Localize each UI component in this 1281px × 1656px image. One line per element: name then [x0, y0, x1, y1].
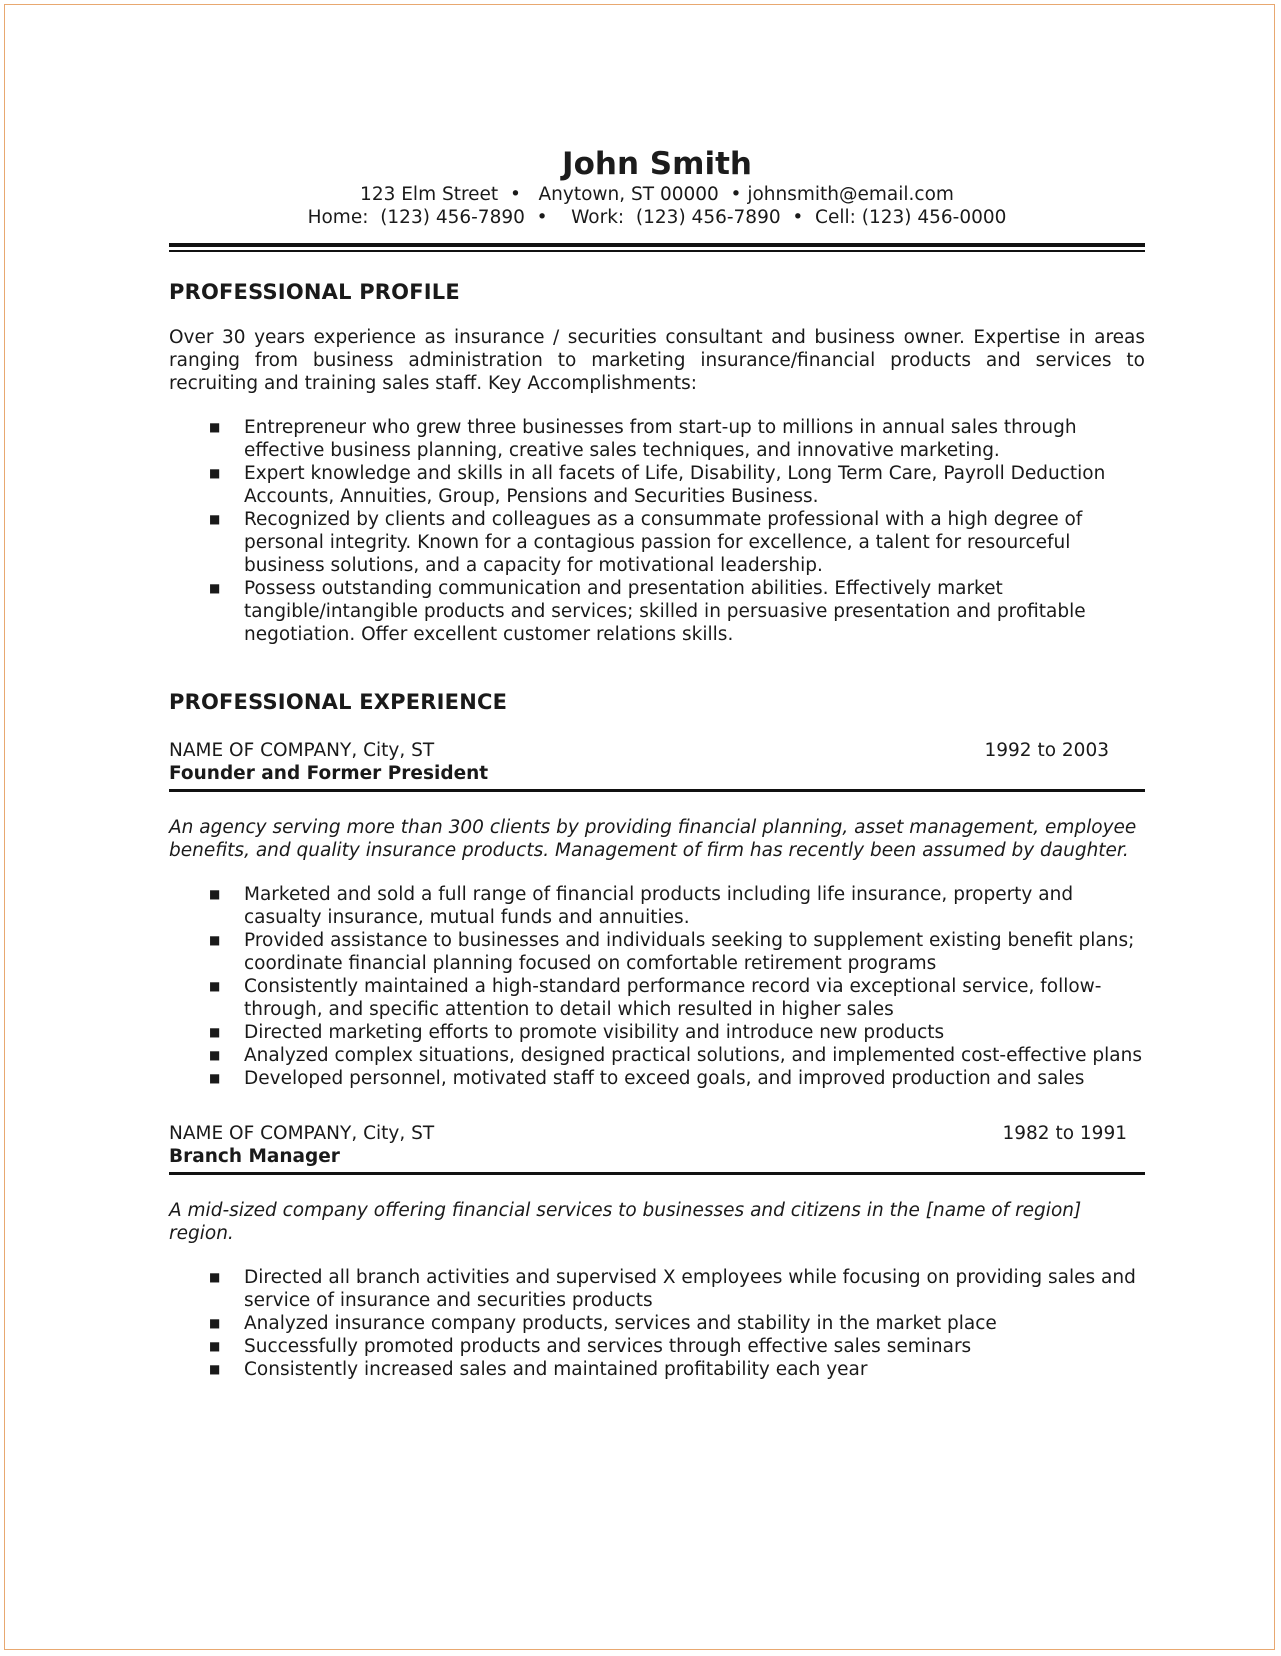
bullet-icon: ■ [209, 581, 221, 595]
bullet-icon: ■ [209, 979, 221, 993]
job-header [169, 739, 1145, 792]
experience-heading: PROFESSIONAL EXPERIENCE [169, 690, 508, 714]
list-item: ■ Consistently maintained a high-standard performance record via exceptional service, follow-through, and specific attention to detail which resulted in higher sales [209, 976, 1102, 1020]
profile-summary: Over 30 years experience as insurance / securities consultant and business owner. Expertise in areas ranging from business administration to marketing insurance/financial products and services to recruiting and training sales staff. Key Accomplishments: [169, 327, 1145, 394]
list-item: ■ Developed personnel, motivated staff to exceed goals, and improved production and sales [209, 1068, 1085, 1089]
resume-page [169, 145, 1145, 1381]
job-description: An agency serving more than 300 clients by providing financial planning, asset management, employee benefits, and quality insurance products. Management of firm has recently been assumed by daughter. [169, 817, 1137, 861]
bullet-icon: ■ [209, 1071, 221, 1085]
bullet-icon: ■ [209, 1270, 221, 1284]
phone-line: Home: (123) 456-7890 • Work: (123) 456-7890 • Cell: (123) 456-0000 [307, 207, 1007, 228]
list-item: ■ Possess outstanding communication and presentation abilities. Effectively market tangible/intangible products and services; skilled in persuasive presentation and profitable negotiation. Offer excellent customer relations skills. [209, 578, 1086, 645]
list-item: ■ Marketed and sold a full range of financial products including life insurance, property and casualty insurance, mutual funds and annuities. [209, 884, 1074, 928]
job-header [169, 1122, 1145, 1175]
job-duties-list [169, 883, 1145, 1090]
address-line: 123 Elm Street • Anytown, ST 00000 • johnsmith@email.com [360, 184, 954, 205]
list-item: ■ Successfully promoted products and services through effective sales seminars [209, 1336, 972, 1357]
list-item: ■ Entrepreneur who grew three businesses from start-up to millions in annual sales through effective business planning, creative sales techniques, and innovative marketing. [209, 417, 1077, 461]
list-item: ■ Directed marketing efforts to promote visibility and introduce new products [209, 1022, 945, 1043]
job-divider [169, 1172, 1145, 1175]
candidate-name: John Smith [562, 146, 752, 182]
bullet-icon: ■ [209, 420, 221, 434]
job-title: Branch Manager [169, 1146, 340, 1167]
bullet-icon: ■ [209, 466, 221, 480]
job-divider [169, 789, 1145, 792]
bullet-icon: ■ [209, 933, 221, 947]
bullet-icon: ■ [209, 1316, 221, 1330]
bullet-icon: ■ [209, 1025, 221, 1039]
job-duties-list [169, 1266, 1145, 1381]
job-dates: 1992 to 2003 [984, 740, 1109, 761]
list-item: ■ Expert knowledge and skills in all facets of Life, Disability, Long Term Care, Payroll Deduction Accounts, Annuities, Group, Pensions and Securities Business. [209, 463, 1106, 507]
job-dates: 1982 to 1991 [1002, 1123, 1127, 1144]
list-item: ■ Recognized by clients and colleagues as a consummate professional with a high degree of personal integrity. Known for a contagious passion for excellence, a talent for resourceful business solutions, and a capacity for motivational leadership. [209, 509, 1083, 576]
profile-heading: PROFESSIONAL PROFILE [169, 280, 460, 304]
company-name: NAME OF COMPANY, City, ST [169, 740, 435, 761]
list-item: ■ Analyzed complex situations, designed practical solutions, and implemented cost-effective plans [209, 1045, 1142, 1066]
bullet-icon: ■ [209, 1339, 221, 1353]
accomplishments-list [169, 416, 1145, 646]
list-item: ■ Directed all branch activities and supervised X employees while focusing on providing sales and service of insurance and securities products [209, 1267, 1136, 1311]
list-item: ■ Analyzed insurance company products, services and stability in the market place [209, 1313, 997, 1334]
bullet-icon: ■ [209, 887, 221, 901]
bullet-icon: ■ [209, 1048, 221, 1062]
job-description: A mid-sized company offering financial services to businesses and citizens in the [name of region] region. [169, 1200, 1082, 1244]
bullet-icon: ■ [209, 1362, 221, 1376]
list-item: ■ Consistently increased sales and maintained profitability each year [209, 1359, 868, 1380]
company-name: NAME OF COMPANY, City, ST [169, 1123, 435, 1144]
bullet-icon: ■ [209, 512, 221, 526]
job-title: Founder and Former President [169, 763, 489, 784]
list-item: ■ Provided assistance to businesses and individuals seeking to supplement existing benefit plans; coordinate financial planning focused on comfortable retirement programs [209, 930, 1135, 974]
header-divider [169, 243, 1145, 252]
